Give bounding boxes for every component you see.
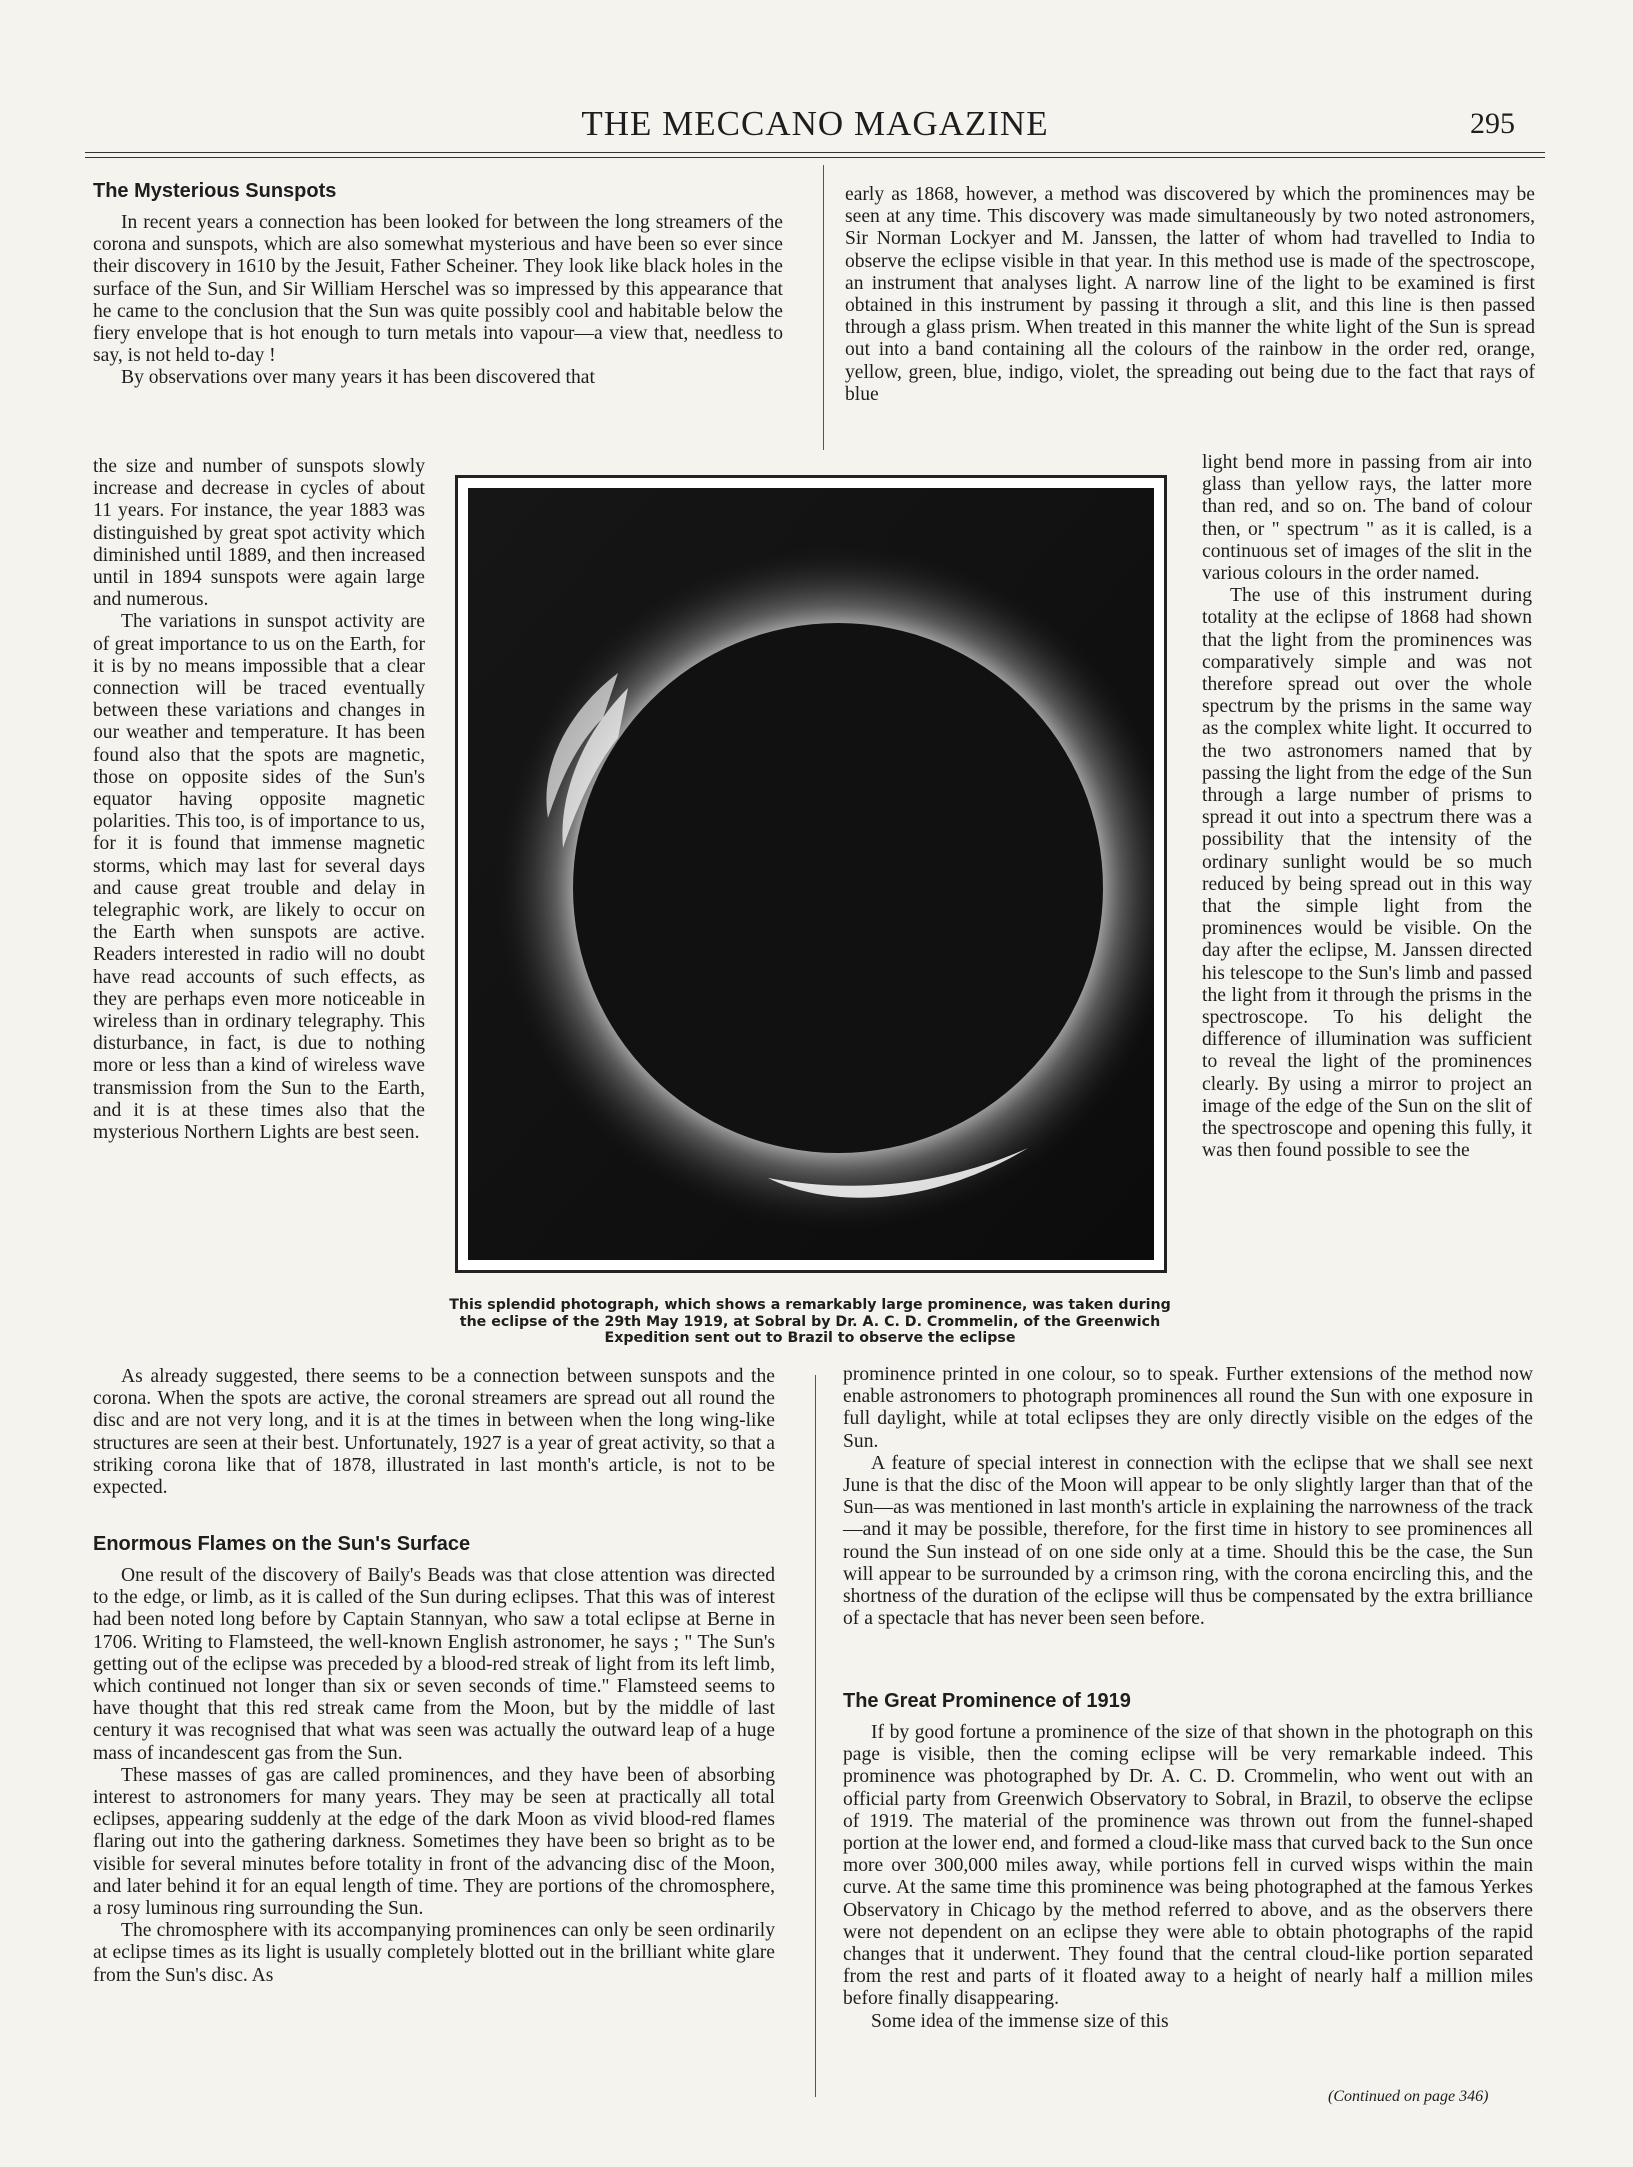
paragraph: These masses of gas are called prominences, and they have been of absorbing interest to astronomers for many years. They may be seen at practically all total eclipses, appearing suddenly at the edge of the dark Moon as vivid blood-red flames flaring out into the gathering darkness. Sometimes they have been so bright as to be visible for several minutes before totality in front of the advancing disc of the Moon, and later behind it for an equal length of time. They are portions of the chromosphere, a rosy luminous ring surrounding the Sun. bbox=[93, 1764, 775, 1920]
paragraph: The chromosphere with its accompanying prominences can only be seen ordinarily at eclipse times as its light is usually completely blotted out in the brilliant white glare from the Sun's disc. As bbox=[93, 1920, 775, 1986]
column-divider-top bbox=[823, 165, 824, 450]
paragraph: A feature of special interest in connection with the eclipse that we shall see next June is that the disc of the Moon will appear to be only slightly larger than that of the Sun—as was mentioned in last month's article in explaining the narrowness of the track—and it may be possible, therefore, for the first time in history to see prominences all round the Sun instead of on one side only at a time. Should this be the case, the Sun will appear to be surrounded by a crimson ring, with the corona encircling this, and the shortness of the duration of the eclipse will thus be compensated by the extra brilliance of a spectacle that has never been seen before. bbox=[843, 1452, 1533, 1630]
heading-prominence: The Great Prominence of 1919 bbox=[843, 1690, 1131, 1712]
masthead bbox=[85, 104, 1545, 150]
paragraph: In recent years a connection has been looked for between the long streamers of the corona and sunspots, which are also somewhat mysterious and have been so ever since their discovery in 1610 by the Jesuit, Father Scheiner. They look like black holes in the surface of the Sun, and Sir William Herschel was so impressed by this appearance that he came to the conclusion that the Sun was quite possibly cool and habitable below the fiery envelope that is hot enough to turn metals into vapour—a view that, needless to say, is not held to-day ! bbox=[93, 212, 783, 367]
magazine-title: THE MECCANO MAGAZINE bbox=[581, 104, 1049, 143]
paragraph: Some idea of the immense size of this bbox=[871, 2010, 1169, 2032]
left-text-top bbox=[93, 212, 783, 390]
left-text-narrow bbox=[93, 456, 425, 1144]
paragraph: The use of this instrument during totality at the eclipse of 1868 had shown that the light from the prominences was comparatively simple and was not therefore spread out over the whole spectrum by the prisms in the same way as the complex white light. It occurred to the two astronomers named that by passing the light from the edge of the Sun through a large number of prisms to spread it out into a spectrum there was a possibility that the intensity of the ordinary sunlight would be so much reduced by being spread out in this way that the simple light from the prominences would be visible. On the day after the eclipse, M. Janssen directed his telescope to the Sun's limb and passed the light from it through the prisms in the spectroscope. To his delight the difference of illumination was sufficient to reveal the light of the prominences clearly. By using a mirror to project an image of the edge of the Sun on the slit of the spectroscope and opening this fully, it was then found possible to see the bbox=[1202, 585, 1532, 1162]
eclipse-photo-frame bbox=[455, 475, 1167, 1273]
paragraph: prominence printed in one colour, so to speak. Further extensions of the method now enable astronomers to photograph prominences all round the Sun with one exposure in full daylight, while at total eclipses they are only directly visible on the edges of the Sun. bbox=[843, 1364, 1533, 1452]
paragraph: One result of the discovery of Baily's Beads was that close attention was directed to the edge, or limb, as it is called of the Sun during eclipses. That this was of interest had been noted long before by Captain Stannyan, who saw a total eclipse at Berne in 1706. Writing to Flamsteed, the well-known English astronomer, he says ; " The Sun's getting out of the eclipse was preceded by a blood-red streak of light from its left limb, which continued not longer than six or seven seconds of time." Flamsteed seems to have thought that this red streak came from the Moon, but by the middle of last century it was recognised that what was seen was actually the outward leap of a huge mass of incandescent gas from the Sun. bbox=[93, 1565, 775, 1764]
paragraph: early as 1868, however, a method was discovered by which the prominences may be seen at any time. This discovery was made simultaneously by two noted astronomers, Sir Norman Lockyer and M. Janssen, the latter of whom had travelled to India to observe the eclipse visible in that year. In this method use is made of the spectroscope, an instrument that analyses light. A narrow line of the light to be examined is first obtained in this instrument by passing it through a slit, and this line is then passed through a glass prism. When treated in this manner the white light of the Sun is spread out into a band containing all the colours of the rainbow in the order red, orange, yellow, green, blue, indigo, violet, the spreading out being due to the fact that rays of blue bbox=[845, 184, 1535, 405]
paragraph: light bend more in passing from air into glass than yellow rays, the latter more than red, and so on. The band of colour then, or " spectrum " as it is called, is a continuous set of images of the slit in the various colours in the order named. bbox=[1202, 452, 1532, 585]
right-text-top bbox=[845, 184, 1535, 406]
column-divider-bottom bbox=[815, 1375, 816, 2097]
paragraph: By observations over many years it has been discovered that bbox=[121, 367, 595, 389]
photo-caption: This splendid photograph, which shows a remarkably large prominence, was taken during the eclipse of the 29th May 1919, at Sobral by Dr. A. C. D. Crommelin, of the Greenwich Expedition sent out to Brazil to observe the eclipse bbox=[449, 1297, 1171, 1346]
page-number: 295 bbox=[1470, 107, 1515, 140]
paragraph: If by good fortune a prominence of the size of that shown in the photograph on this page is visible, then the coming eclipse will be very remarkable indeed. This prominence was photographed by Dr. A. C. D. Crommelin, who went out with an official party from Greenwich Observatory to Sobral, in Brazil, to observe the eclipse of 1919. The material of the prominence was thrown out from the funnel-shaped portion at the lower end, and formed a cloud-like mass that curved back to the Sun once more over 300,000 miles away, while portions fell in curved wisps within the main curve. At the same time this prominence was being photographed at the famous Yerkes Observatory in Chicago by the method referred to above, and as the observers there were not dependent on an eclipse they were able to obtain photographs of the rapid changes that it underwent. They found that the central cloud-like portion separated from the rest and parts of it floated away to a height of nearly half a million miles before finally disappearing. bbox=[843, 1722, 1533, 2010]
right-text-narrow bbox=[1202, 452, 1532, 1163]
left-text-flames bbox=[93, 1565, 775, 1987]
header-rule-bottom bbox=[85, 157, 1545, 158]
continued-note: (Continued on page 346) bbox=[1328, 2088, 1489, 2105]
left-text-bottom bbox=[93, 1366, 775, 1499]
paragraph: As already suggested, there seems to be a connection between sunspots and the corona. When the spots are active, the coronal streamers are spread out all round the disc and are not very long, and it is at the times in between when the long wing-like structures are seen at their best. Unfortunately, 1927 is a year of great activity, so that a striking corona like that of 1878, illustrated in last month's article, is not to be expected. bbox=[93, 1366, 775, 1499]
paragraph: the size and number of sunspots slowly increase and decrease in cycles of about 11 years. For instance, the year 1883 was distinguished by great spot activity which diminished until 1889, and then increased until in 1894 sunspots were again large and numerous. bbox=[93, 456, 425, 611]
eclipse-image bbox=[468, 488, 1154, 1260]
right-text-prominence bbox=[843, 1722, 1533, 2033]
right-text-bottom bbox=[843, 1364, 1533, 1630]
eclipse-photograph-icon bbox=[468, 488, 1154, 1260]
heading-flames: Enormous Flames on the Sun's Surface bbox=[93, 1533, 471, 1555]
paragraph: The variations in sunspot activity are of great importance to us on the Earth, for it is by no means impossible that a clear connection will be traced eventually between these variations and changes in our weather and temperature. It has been found also that the spots are magnetic, those on opposite sides of the Sun's equator having opposite magnetic polarities. This too, is of importance to us, for it is found that immense magnetic storms, which may last for several days and cause great trouble and delay in telegraphic work, are likely to occur on the Earth when sunspots are active. Readers interested in radio will no doubt have read accounts of such effects, as they are perhaps even more noticeable in wireless than in ordinary telegraphy. This disturbance, in fact, is due to nothing more or less than a kind of wireless wave transmission from the Sun to the Earth, and it is at these times also that the mysterious Northern Lights are best seen. bbox=[93, 611, 425, 1144]
heading-sunspots: The Mysterious Sunspots bbox=[93, 180, 337, 202]
header-rule-top bbox=[85, 152, 1545, 153]
